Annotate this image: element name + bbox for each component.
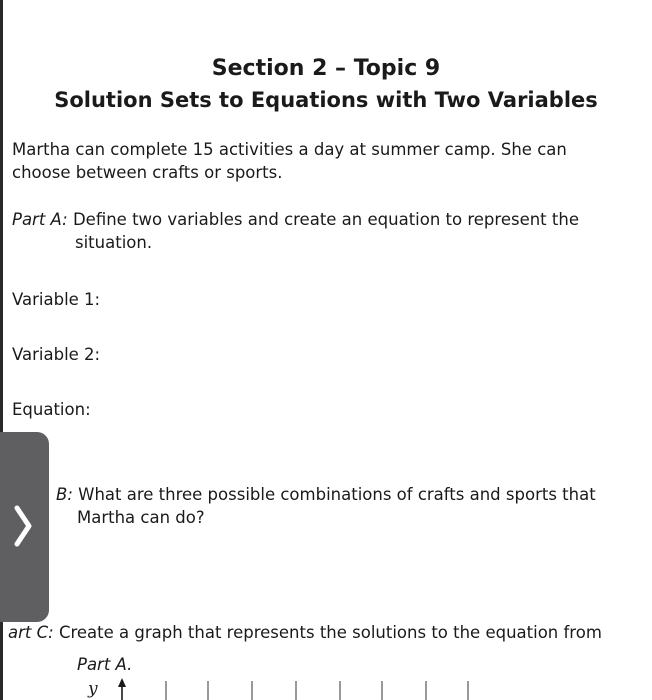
- chevron-right-icon: [12, 504, 34, 548]
- part-b-text-line-2: Martha can do?: [77, 508, 205, 527]
- part-c-label: C:: [36, 623, 54, 642]
- worksheet-title: Solution Sets to Equations with Two Variables: [54, 88, 598, 112]
- graph-y-axis-arrow: [118, 678, 126, 687]
- part-c-text-line-1: Create a graph that represents the solutions to the equation from: [53, 623, 602, 642]
- graph-grid-lines: [166, 681, 468, 700]
- part-c-question: [8, 617, 648, 681]
- part-a-question: [12, 208, 627, 254]
- part-b-label: B:: [56, 485, 73, 504]
- part-a-text-line-1: Define two variables and create an equation to represent the: [67, 210, 579, 229]
- variable-1-label: Variable 1:: [12, 290, 101, 309]
- part-c-label-partial: art: [8, 623, 32, 642]
- side-panel-expand-handle[interactable]: [0, 432, 49, 622]
- problem-statement: [12, 138, 622, 184]
- part-a-label: Part A:: [12, 210, 68, 229]
- variable-2-label: Variable 2:: [12, 345, 101, 364]
- part-c-text-line-2: Part A.: [77, 655, 133, 674]
- part-b-text-line-1: What are three possible combinations of crafts and sports that: [72, 485, 596, 504]
- part-a-text-line-2: situation.: [75, 233, 153, 252]
- section-heading: Section 2 – Topic 9: [211, 56, 441, 81]
- problem-line-1: Martha can complete 15 activities a day at summer camp. She can: [12, 140, 567, 159]
- problem-line-2: choose between crafts or sports.: [12, 163, 283, 182]
- part-b-question: [56, 483, 636, 529]
- equation-label: Equation:: [12, 400, 91, 419]
- answer-graph: [80, 677, 500, 700]
- graph-y-axis-label: y: [88, 679, 98, 699]
